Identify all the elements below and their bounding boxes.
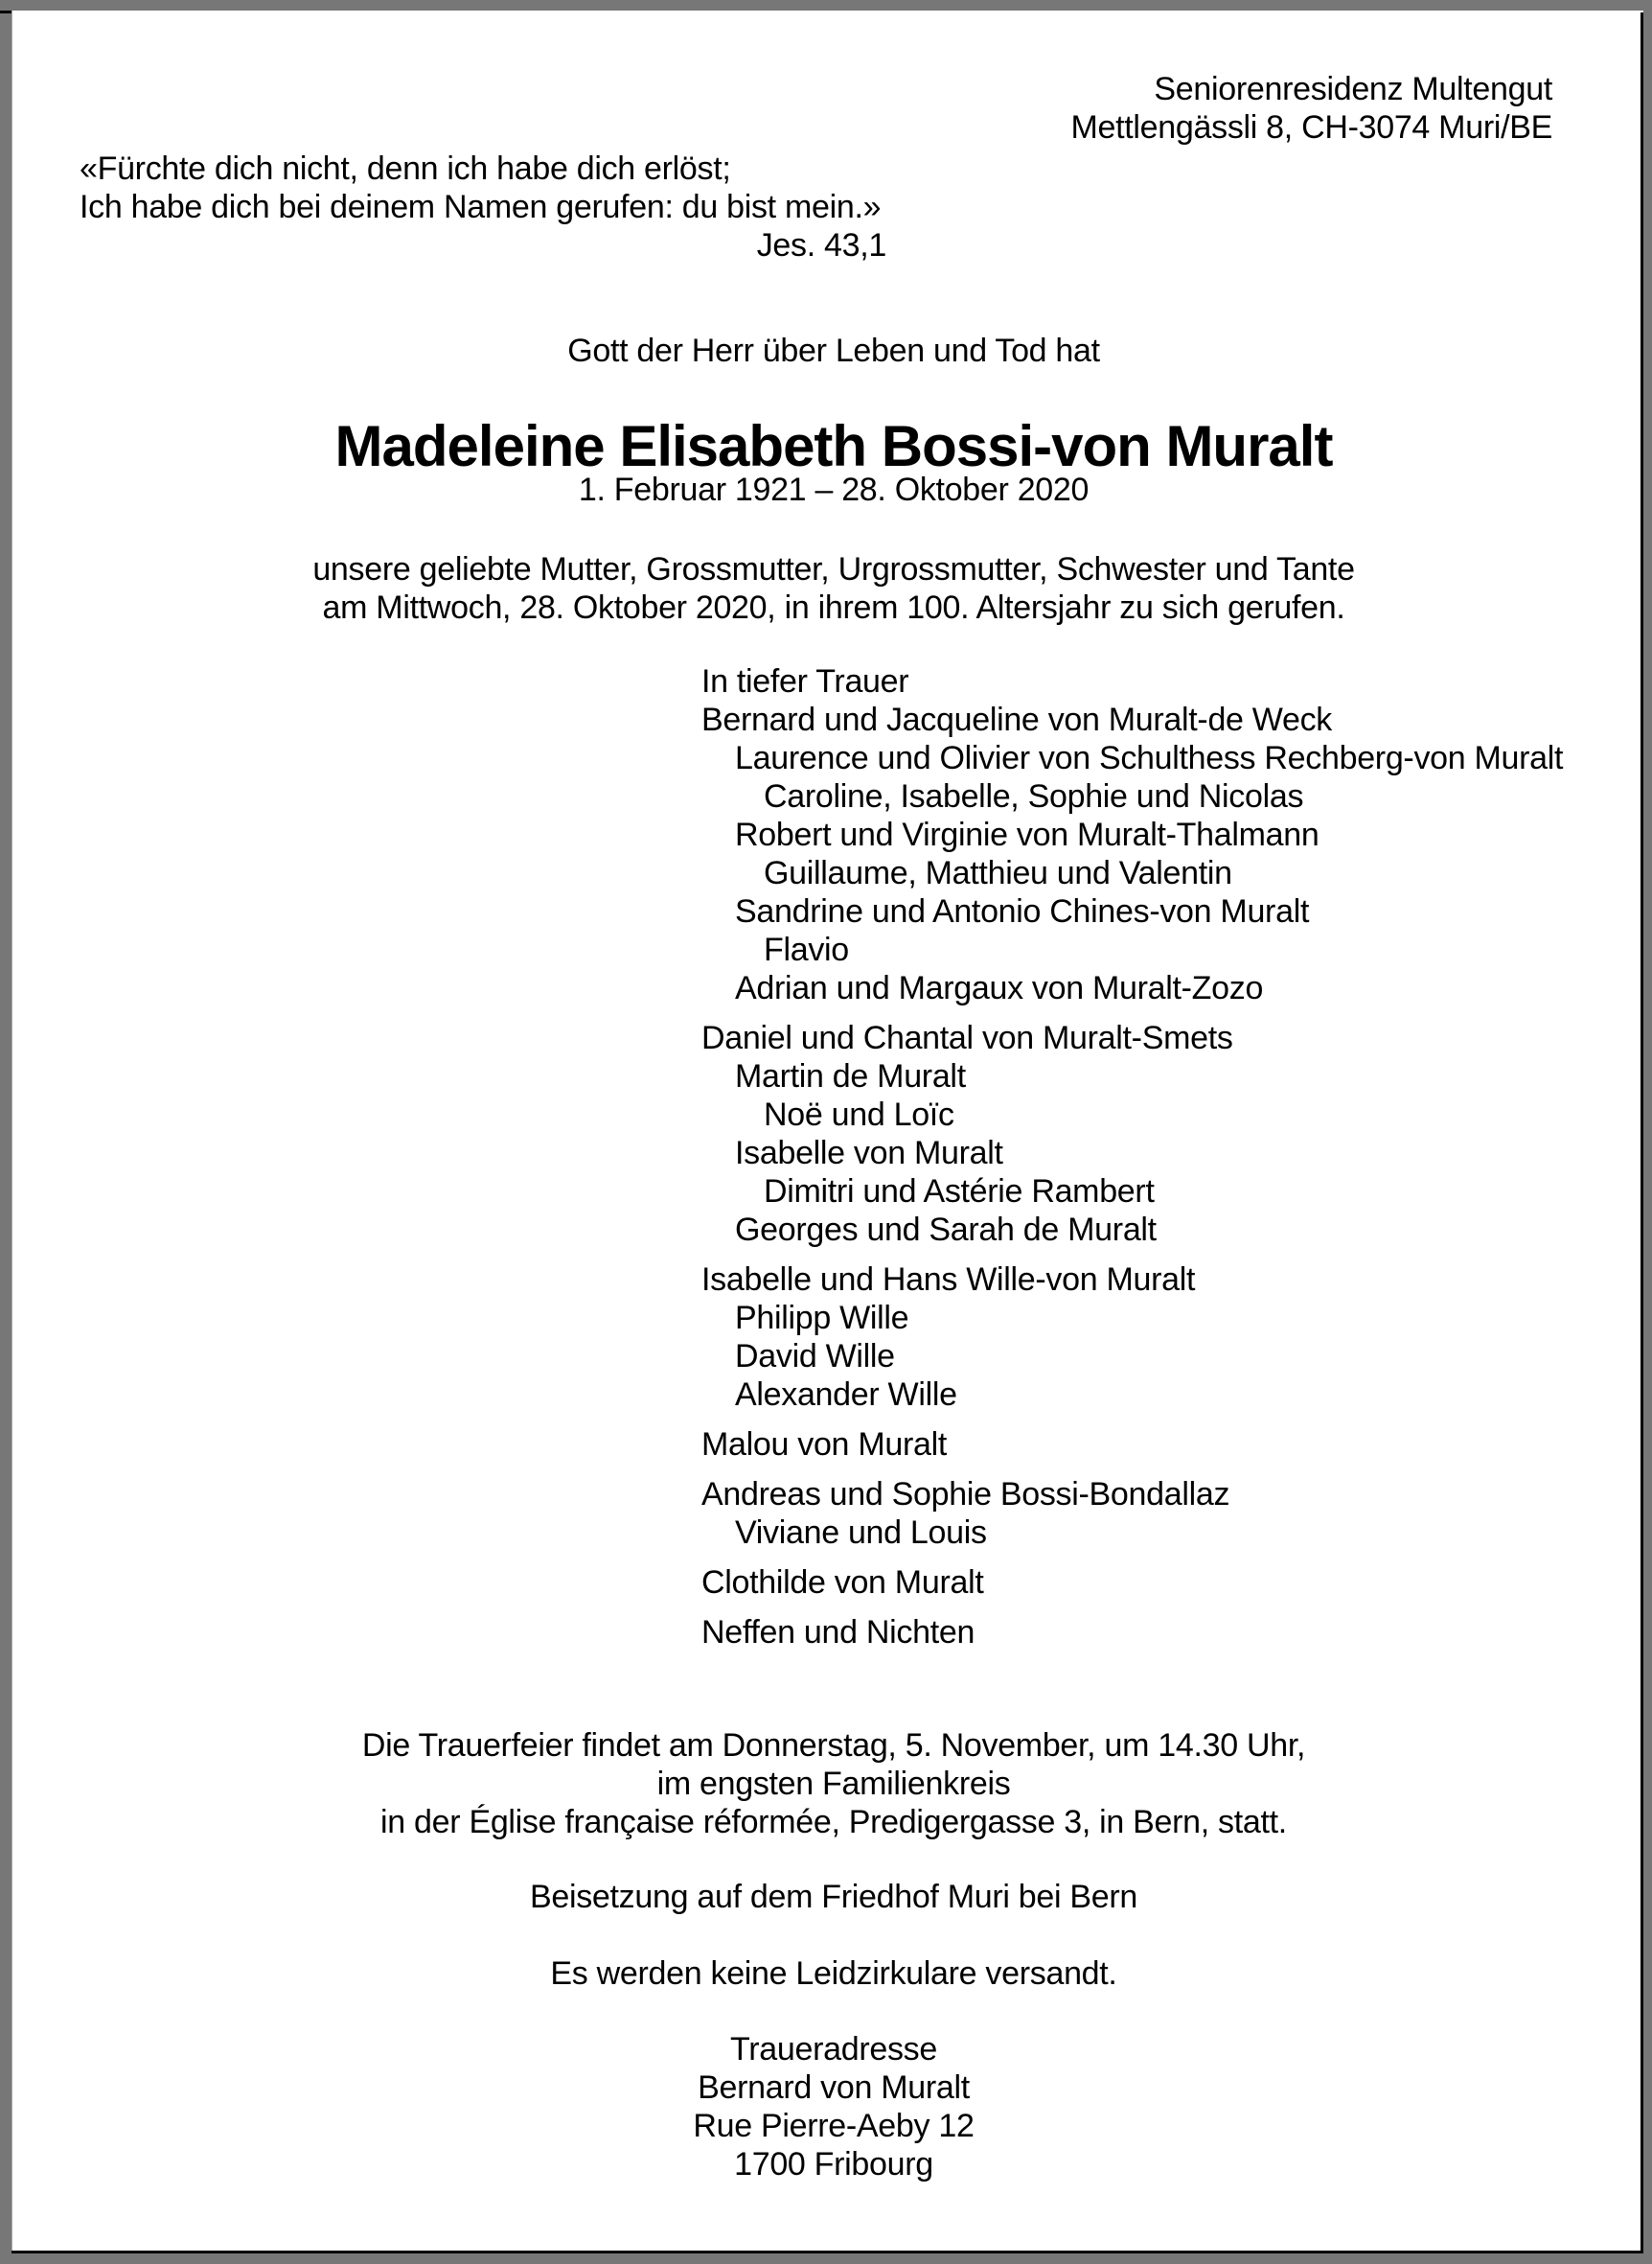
mourner-line: Clothilde von Muralt [701,1564,984,1601]
mourner-group [701,1613,1563,1652]
mourner-line: Isabelle und Hans Wille-von Muralt [701,1261,1196,1298]
page-right-border [1641,12,1643,2251]
funeral-block [362,1726,1305,1841]
no-cards-line: Es werden keine Leidzirkulare versandt. [550,1955,1117,1992]
mourner-line: Neffen und Nichten [701,1614,975,1651]
quote-line2: Ich habe dich bei deinem Namen gerufen: du bist mein.» [80,189,882,225]
viewer-bottom-bar [0,2253,1652,2264]
mourner-line: Guillaume, Matthieu und Valentin [764,855,1232,891]
viewer-left-margin [0,11,11,2253]
burial-line: Beisetzung auf dem Friedhof Muri bei Bern [529,1879,1138,1915]
mourner-line: Andreas und Sophie Bossi-Bondallaz [701,1476,1230,1513]
mourner-line: Viviane und Louis [735,1514,987,1551]
mourner-line: Dimitri und Astérie Rambert [764,1173,1155,1210]
mourner-line: Sandrine und Antonio Chines-von Muralt [735,893,1310,930]
mourner-line: Alexander Wille [735,1376,957,1413]
mourner-line: Caroline, Isabelle, Sophie und Nicolas [764,778,1304,815]
address-street: Rue Pierre-Aeby 12 [693,2108,975,2144]
mourner-group [701,1475,1563,1552]
mourner-line: Malou von Muralt [701,1426,947,1463]
address-heading: Traueradresse [730,2031,937,2068]
mourner-line: Laurence und Olivier von Schulthess Rechberg-von Muralt [735,740,1564,776]
funeral-line3: in der Église française réformée, Predigergasse 3, in Bern, statt. [380,1804,1287,1840]
mourner-group [701,1260,1563,1414]
mourning-address-block [693,2030,974,2183]
quote-line1: «Fürchte dich nicht, denn ich habe dich erlöst; [80,150,731,187]
sender-block [1071,70,1553,147]
page-left-border [11,11,12,2251]
address-city: 1700 Fribourg [734,2146,933,2183]
mourner-group [701,1019,1563,1249]
intro-line: Gott der Herr über Leben und Tod hat [567,333,1100,369]
deceased-name: Madeleine Elisabeth Bossi-von Muralt [334,414,1333,478]
announcement-block [312,550,1354,627]
mourner-line: Adrian und Margaux von Muralt-Zozo [735,970,1264,1006]
page-corner-segment [0,11,11,13]
address-name: Bernard von Muralt [698,2069,970,2106]
mourner-group [701,1563,1563,1602]
page-bottom-border [11,2251,1643,2253]
viewer-right-margin [1643,11,1652,2253]
mourner-group [701,1425,1563,1464]
announcement-line2: am Mittwoch, 28. Oktober 2020, in ihrem 100. Altersjahr zu sich gerufen. [322,589,1345,626]
funeral-line1: Die Trauerfeier findet am Donnerstag, 5. November, um 14.30 Uhr, [361,1727,1306,1764]
mourner-line: Robert und Virginie von Muralt-Thalmann [735,817,1319,853]
deceased-dates: 1. Februar 1921 – 28. Oktober 2020 [578,472,1090,508]
mourner-line: Martin de Muralt [735,1058,966,1095]
sender-address: Mettlengässli 8, CH-3074 Muri/BE [1070,109,1552,146]
mourner-line: Georges und Sarah de Muralt [735,1212,1157,1248]
mourner-group [701,701,1563,1007]
mourner-line: Flavio [764,932,849,968]
sender-name: Seniorenresidenz Multengut [1154,71,1552,107]
funeral-line2: im engsten Familienkreis [656,1766,1011,1802]
mourner-line: Noë und Loïc [764,1097,954,1133]
mourner-line: Daniel und Chantal von Muralt-Smets [701,1020,1233,1056]
mourner-line: Philipp Wille [735,1300,909,1336]
mourners-block [701,662,1563,1652]
viewer-top-bar [0,0,1652,11]
bible-quote [80,150,886,265]
mourner-line: David Wille [735,1338,895,1375]
mourner-line: Bernard und Jacqueline von Muralt-de Weck [701,702,1332,738]
mourner-line: Isabelle von Muralt [735,1135,1003,1171]
quote-citation: Jes. 43,1 [756,227,886,264]
mourners-heading: In tiefer Trauer [701,663,909,700]
announcement-line1: unsere geliebte Mutter, Grossmutter, Urgrossmutter, Schwester und Tante [312,551,1355,588]
mourners-list [701,701,1563,1652]
